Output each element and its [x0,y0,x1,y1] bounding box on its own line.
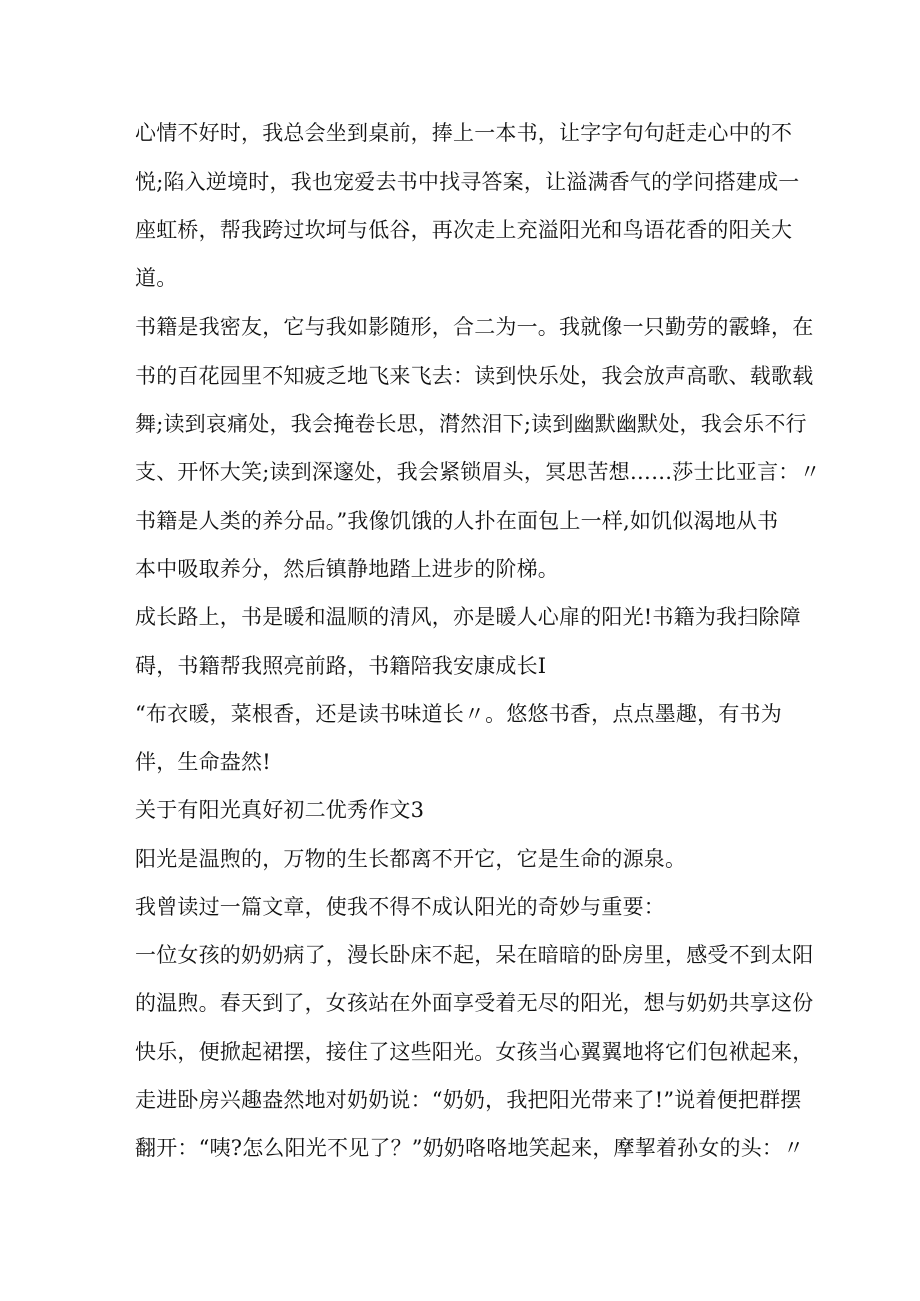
text-line: 阳光是温煦的，万物的生长都离不开它，它是生命的源泉。 [135,847,687,871]
text-line: 走进卧房兴趣盎然地对奶奶说：“奶奶，我把阳光带来了!”说着便把群摆 [135,1088,802,1112]
text-line: 座虹桥，帮我跨过坎坷与低谷，再次走上充溢阳光和鸟语花香的阳关大 [135,218,793,242]
text-line: 一位女孩的奶奶病了，漫长卧床不起，呆在暗暗的卧房里，感受不到太阳 [135,943,814,967]
text-line: 成长路上，书是暖和温顺的清风，亦是暖人心扉的阳光!书籍为我扫除障 [135,605,801,629]
text-line: 快乐，便掀起裙摆，接住了这些阳光。女孩当心翼翼地将它们包袱起来， [135,1040,814,1064]
text-line: 我曾读过一篇文章，使我不得不成认阳光的奇妙与重要： [135,895,665,919]
text-line: 本中吸取养分，然后镇静地踏上进步的阶梯。 [135,557,559,581]
text-line: “布衣暖，菜根香，还是读书味道长〃。悠悠书香，点点墨趣，有书为 [135,702,782,726]
text-line: 道。 [135,266,178,290]
text-line: 心情不好时，我总会坐到桌前，捧上一本书，让字字句句赶走心中的不 [135,121,793,145]
text-line: 伴，生命盎然! [135,750,271,774]
text-line: 书籍是人类的养分品。”我像饥饿的人扑在面包上一样,如饥似渴地从书 [135,509,779,533]
text-line: 书的百花园里不知疲乏地飞来飞去：读到快乐处，我会放声高歌、载歌载 [135,364,814,388]
text-line: 舞;读到哀痛处，我会掩卷长思，潸然泪下;读到幽默幽默处，我会乐不行 [135,412,807,436]
text-line: 翻开：“咦?怎么阳光不见了？”奶奶咯咯地笑起来，摩挈着孙女的头：〃 [135,1136,805,1160]
text-line: 碍，书籍帮我照亮前路，书籍陪我安康成长I [135,654,547,678]
text-line: 书籍是我密友，它与我如影随形，合二为一。我就像一只勤劳的霰蜂，在 [135,315,814,339]
section-heading: 关于有阳光真好初二优秀作文3 [135,798,425,822]
text-line: 的温煦。春天到了，女孩站在外面享受着无尽的阳光，想与奶奶共享这份 [135,991,814,1015]
text-line: 悦;陷入逆境时，我也宠爱去书中找寻答案，让溢满香气的学问搭建成一 [135,170,800,194]
text-line: 支、开怀大笑;读到深邃处，我会紧锁眉头，冥思苦想……莎士比亚言：〃 [135,460,821,484]
